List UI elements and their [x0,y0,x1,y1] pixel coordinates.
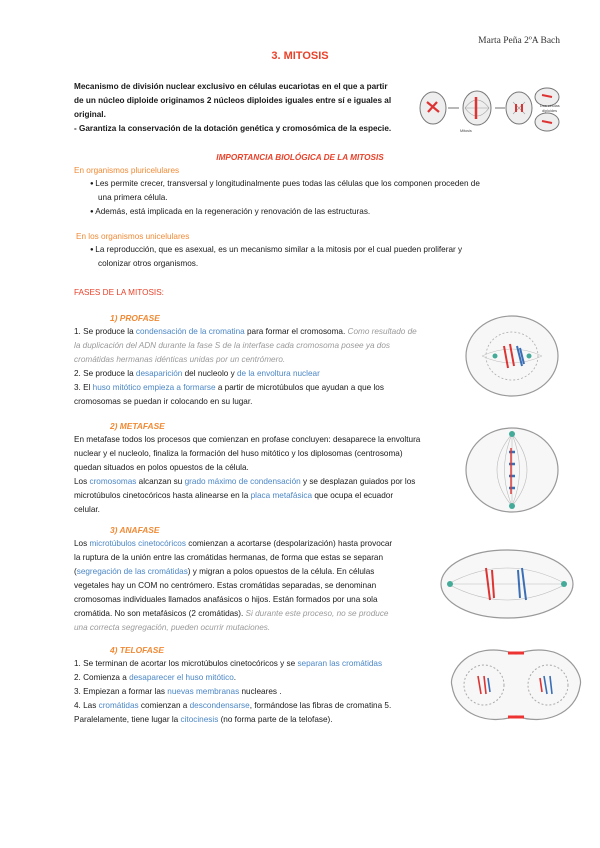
list-item-cont: colonizar otros organismos. [98,259,199,268]
anafase-title: 3) ANAFASE [110,525,160,535]
mitosis-label: Mitosis [460,129,472,133]
telofase-cell-diagram [448,644,584,726]
list-item: ● Además, está implicada en la regeneración y renovación de las estructuras. [90,205,535,219]
page-title: 3. MITOSIS [271,50,329,62]
list-item-cont: una primera célula. [98,193,168,202]
list-item: ● La reproducción, que es asexual, es un mecanismo similar a la mitosis por el cual pueden proliferar y [90,243,535,257]
metafase-title: 2) METAFASE [110,421,165,431]
telofase-title: 4) TELOFASE [110,645,164,655]
anaphase-cell [506,92,532,124]
intro-line: Mecanismo de división nuclear exclusivo en células eucariotas en el que a partir [74,82,388,91]
pluricellular-heading: En organismos pluricelulares [74,166,180,175]
metafase-text: En metafase todos los procesos que comienzan en profase concluyen: desaparece la envoltura nuclear y el nucleolo, finaliza la formación del huso mitótico y los diplosomas (centrosoma) quedan situados en polos opuestos de la célula. Los cromosomas alcanzan su grado máximo de condensación y se desplazan guiados por los microtúbulos cinetocóricos hasta alinearse en la placa metafásica que ocupa el ecuador celular. [74,435,421,514]
pluricellular-list [90,177,535,219]
intro-line: original. [74,110,106,119]
importance-title: IMPORTANCIA BIOLÓGICA DE LA MITOSIS [216,153,384,162]
intro-note: - Garantiza la conservación de la dotación genética y cromosómica de la especie. [74,124,392,133]
author-name: Marta Peña 2ºA Bach [478,36,560,46]
unicellular-list [90,243,535,271]
unicellular-heading: En los organismos unicelulares [76,232,190,241]
mitosis-overview-figure [415,82,565,134]
metafase-cell-diagram [462,424,562,516]
dividing-cell [463,91,491,125]
profase-title: 1) PROFASE [110,313,160,323]
telofase-text: 1. Se terminan de acortar los microtúbulos cinetocóricos y se separan las cromátidas 2. Comienza a desaparecer el huso mitótico. 3. Empiezan a formar las nuevas membranas nucleares . 4. Las cromátidas comienzan a descondensarse, formándose las fibras de cromatina 5. Paralelamente, tiene lugar la citocinesis (no forma parte de la telofase). [74,659,392,724]
profase-text: 1. Se produce la condensación de la cromatina para formar el cromosoma. Como resultado de la duplicación del ADN durante la fase S de la interfase cada cromosoma posee ya dos cromátidas hermanas idénticas unidas por un centrómero. 2. Se produce la desaparición del nucleolo y de la envoltura nuclear 3. El huso mitótico empieza a formarse a partir de microtúbulos que ayudan a que los cromosomas se puedan ir colocando en su lugar. [74,327,417,406]
intro-text [74,80,414,136]
intro-line: de un núcleo diploide originamos 2 núcleos diploides iguales entre sí e iguales al [74,96,392,105]
mother-cell [420,92,446,124]
daughters-label: diploides [542,109,557,113]
anafase-text: Los microtúbulos cinetocóricos comienzan a acortarse (despolarización) hasta provocar la ruptura de la unión entre las cromátidas hermanas, de forma que estas se separan (segregación de las cromátidas) y migran a polos opuestos de la célula. En células vegetales hay un COM no centrómero. Estas cromátidas separadas, se denominan cromosomas individuales llamados anafásicos o hijos. Están formados por una sola cromátida. No son metafásicos (2 cromátidas). Si durante este proceso, no se produce una correcta segregación, pueden ocurrir mutaciones. [74,539,393,632]
phases-heading: FASES DE LA MITOSIS: [74,288,164,297]
daughters-label: Dos células [540,104,560,108]
list-item: ● Les permite crecer, transversal y longitudinalmente pues todas las células que los componen proceden de [90,177,535,191]
anafase-cell-diagram [438,546,576,622]
profase-cell-diagram [462,312,562,400]
